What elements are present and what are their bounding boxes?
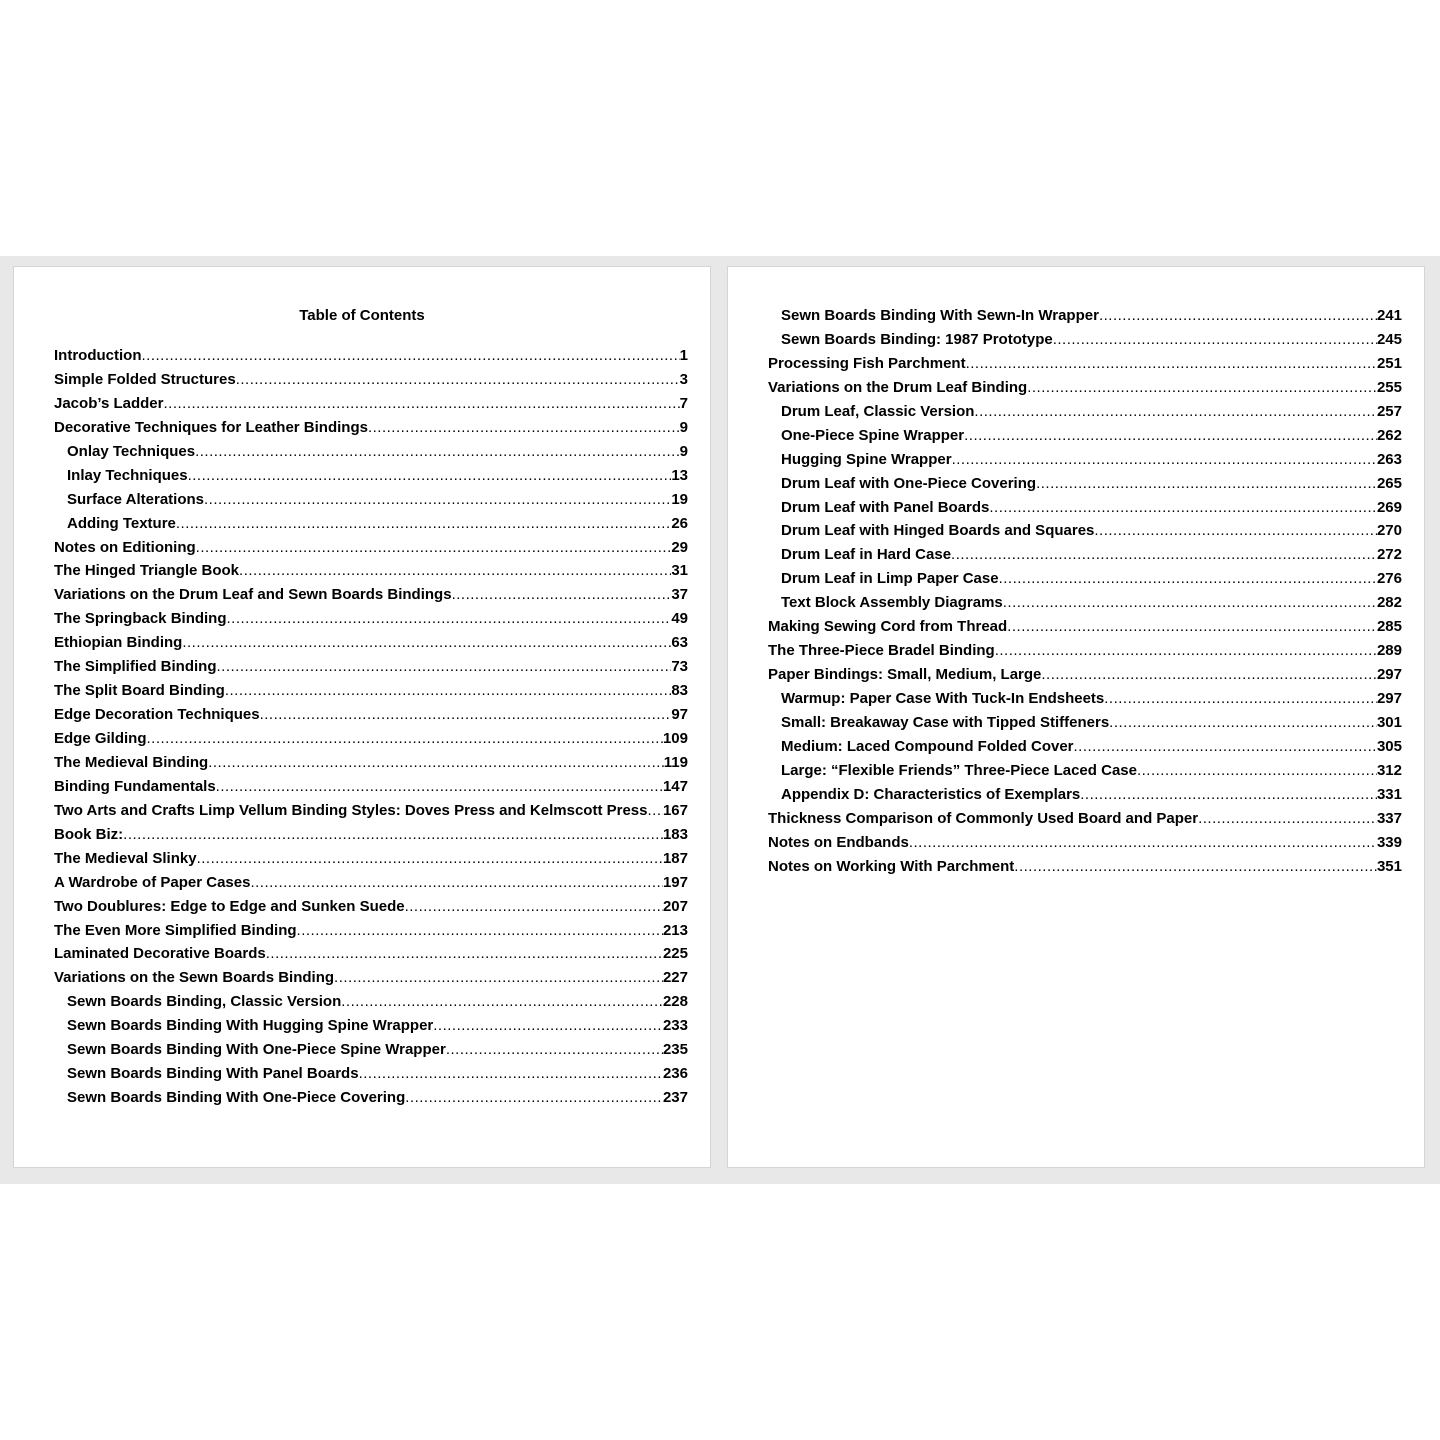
toc-entry-title: Sewn Boards Binding: 1987 Prototype (781, 330, 1053, 348)
toc-entry (54, 658, 688, 682)
toc-entry-page-number: 227 (662, 969, 688, 987)
toc-entry-title: Two Arts and Crafts Limp Vellum Binding Styles: Doves Press and Kelmscott Press (54, 801, 648, 819)
toc-entry-title: Sewn Boards Binding With Hugging Spine Wrapper (67, 1017, 434, 1035)
toc-entry-title: Sewn Boards Binding With One-Piece Spine Wrapper (67, 1041, 446, 1059)
dot-leader (1027, 379, 1377, 397)
toc-entry (54, 1041, 688, 1065)
toc-entry-page-number: 29 (671, 538, 688, 556)
dot-leader (1109, 714, 1377, 732)
toc-entry-title: Sewn Boards Binding With Panel Boards (67, 1065, 359, 1083)
toc-entry (768, 499, 1402, 523)
toc-entry (768, 522, 1402, 546)
toc-entry-page-number: 297 (1376, 690, 1402, 707)
toc-entry (54, 802, 688, 826)
toc-entry-page-number: 9 (679, 418, 688, 436)
toc-entry-title: Drum Leaf, Classic Version (781, 402, 975, 420)
toc-entry-page-number: 7 (679, 394, 688, 412)
toc-entry-title: Two Doublures: Edge to Edge and Sunken Suede (54, 897, 405, 915)
toc-entry-title: Thickness Comparison of Commonly Used Board and Paper (768, 809, 1199, 827)
toc-entry-page-number: 337 (1376, 809, 1402, 827)
toc-entry-title: Sewn Boards Binding With One-Piece Covering (67, 1089, 406, 1107)
toc-entry-page-number: 282 (1376, 594, 1402, 612)
toc-entry-page-number: 305 (1376, 737, 1402, 755)
dot-leader (368, 419, 680, 437)
toc-entry (54, 610, 688, 634)
dot-leader (196, 539, 672, 557)
toc-entry-page-number: 265 (1376, 474, 1402, 492)
dot-leader (217, 658, 672, 676)
toc-entry-title: Inlay Techniques (67, 466, 188, 484)
toc-entry-title: Binding Fundamentals (54, 777, 216, 795)
toc-entry-page-number: 269 (1376, 498, 1402, 516)
dot-leader (1074, 738, 1377, 756)
toc-entry (768, 666, 1402, 690)
toc-entry-title: Drum Leaf with One-Piece Covering (781, 474, 1037, 492)
toc-entry (54, 586, 688, 610)
toc-entry-page-number: 289 (1376, 642, 1402, 660)
toc-entry-page-number: 241 (1376, 307, 1402, 324)
toc-entry-page-number: 83 (671, 682, 688, 700)
toc-entry-title: Variations on the Drum Leaf Binding (768, 378, 1028, 396)
toc-entry (54, 778, 688, 802)
toc-entry-title: Simple Folded Structures (54, 370, 236, 388)
toc-entry-page-number: 119 (663, 753, 688, 771)
toc-entry-title: Notes on Working With Parchment (768, 857, 1015, 875)
toc-entry (768, 594, 1402, 618)
dot-leader (446, 1041, 663, 1059)
toc-entry (54, 562, 688, 586)
toc-entry (54, 443, 688, 467)
toc-entry (54, 993, 688, 1017)
toc-entry-page-number: 297 (1376, 666, 1402, 684)
dot-leader (909, 834, 1377, 852)
toc-entry-page-number: 147 (662, 777, 688, 795)
dot-leader (452, 586, 672, 604)
toc-entry-title: Sewn Boards Binding, Classic Version (67, 993, 342, 1011)
toc-entry-title: One-Piece Spine Wrapper (781, 426, 965, 444)
toc-entry-title: Adding Texture (67, 514, 176, 532)
toc-entry-page-number: 19 (671, 490, 688, 508)
toc-entry (54, 826, 688, 850)
toc-entry (768, 762, 1402, 786)
toc-entry (54, 874, 688, 898)
dot-leader (334, 969, 663, 987)
toc-entry (768, 355, 1402, 379)
toc-entry-page-number: 236 (662, 1065, 688, 1083)
toc-entry (54, 730, 688, 754)
dot-leader (195, 443, 680, 461)
toc-entry (54, 371, 688, 395)
toc-entry-title: Variations on the Sewn Boards Binding (54, 969, 335, 987)
toc-entry (768, 834, 1402, 858)
toc-entry-title: The Three-Piece Bradel Binding (768, 642, 995, 660)
table-of-contents-list (768, 307, 1402, 882)
toc-entry (54, 491, 688, 515)
dot-leader (260, 706, 672, 724)
toc-entry-page-number: 237 (662, 1089, 688, 1107)
dot-leader (188, 467, 672, 485)
toc-entry-title: The Medieval Binding (54, 753, 209, 771)
dot-leader (1036, 475, 1377, 493)
dot-leader (966, 355, 1377, 373)
dot-leader (405, 898, 663, 916)
toc-entry-page-number: 1 (679, 347, 688, 364)
toc-entry-page-number: 37 (671, 586, 688, 604)
toc-entry-title: Decorative Techniques for Leather Bindings (54, 418, 368, 436)
dot-leader (359, 1065, 663, 1083)
toc-entry-page-number: 233 (662, 1017, 688, 1035)
toc-entry (54, 1017, 688, 1041)
toc-entry-page-number: 13 (671, 466, 688, 484)
toc-entry-page-number: 351 (1376, 857, 1402, 875)
toc-entry (54, 467, 688, 491)
toc-entry-title: Medium: Laced Compound Folded Cover (781, 737, 1074, 755)
dot-leader (250, 874, 663, 892)
toc-entry (54, 1065, 688, 1089)
toc-entry-page-number: 276 (1376, 570, 1402, 588)
toc-entry-title: Appendix D: Characteristics of Exemplars (781, 785, 1081, 803)
toc-entry-title: Notes on Endbands (768, 833, 909, 851)
toc-entry-page-number: 97 (671, 706, 688, 724)
toc-entry-title: Surface Alterations (67, 490, 204, 508)
toc-entry-page-number: 270 (1376, 522, 1402, 540)
toc-entry-page-number: 213 (662, 921, 688, 939)
dot-leader (216, 778, 663, 796)
toc-entry-title: Text Block Assembly Diagrams (781, 594, 1003, 612)
toc-entry (768, 546, 1402, 570)
dot-leader (141, 347, 679, 365)
dot-leader (297, 922, 663, 940)
dot-leader (989, 499, 1377, 517)
dot-leader (227, 610, 672, 628)
document-page-right (727, 266, 1425, 1168)
toc-entry-title: The Even More Simplified Binding (54, 921, 297, 939)
dot-leader (197, 850, 663, 868)
toc-entry-page-number: 109 (662, 730, 688, 747)
toc-entry-title: Onlay Techniques (67, 442, 196, 460)
toc-entry-page-number: 331 (1376, 785, 1402, 803)
dot-leader (964, 427, 1377, 445)
dot-leader (1099, 307, 1377, 325)
dot-leader (239, 562, 671, 580)
toc-entry-title: The Simplified Binding (54, 658, 217, 676)
toc-entry (768, 379, 1402, 403)
toc-entry-page-number: 262 (1376, 426, 1402, 444)
toc-entry-page-number: 63 (671, 634, 688, 652)
toc-entry (768, 738, 1402, 762)
toc-entry (54, 754, 688, 778)
toc-entry (54, 850, 688, 874)
toc-entry-page-number: 207 (662, 897, 688, 915)
dot-leader (974, 403, 1377, 421)
toc-entry-title: Ethiopian Binding (54, 634, 183, 652)
toc-entry-title: Paper Bindings: Small, Medium, Large (768, 666, 1042, 684)
toc-entry-title: Drum Leaf in Limp Paper Case (781, 570, 999, 588)
toc-entry-title: The Springback Binding (54, 610, 227, 628)
toc-entry (54, 969, 688, 993)
dot-leader (182, 634, 671, 652)
toc-entry (768, 618, 1402, 642)
toc-entry (54, 898, 688, 922)
toc-entry-title: Edge Decoration Techniques (54, 706, 260, 724)
toc-entry-title: Laminated Decorative Boards (54, 945, 266, 963)
toc-entry (54, 419, 688, 443)
toc-entry-page-number: 49 (671, 610, 688, 628)
toc-entry-title: Small: Breakaway Case with Tipped Stiffeners (781, 713, 1110, 731)
toc-entry-page-number: 339 (1376, 833, 1402, 851)
toc-entry-page-number: 225 (662, 945, 688, 963)
dot-leader (1080, 786, 1377, 804)
toc-entry (768, 427, 1402, 451)
toc-entry (54, 395, 688, 419)
dot-leader (1104, 690, 1377, 708)
toc-entry-title: Hugging Spine Wrapper (781, 450, 952, 468)
toc-entry-page-number: 235 (662, 1041, 688, 1059)
toc-entry-page-number: 301 (1376, 713, 1402, 731)
toc-entry-page-number: 187 (662, 849, 688, 867)
toc-entry-page-number: 228 (662, 993, 688, 1011)
toc-entry-page-number: 312 (1376, 761, 1402, 779)
toc-entry (768, 786, 1402, 810)
dot-leader (147, 730, 663, 748)
toc-entry-title: The Split Board Binding (54, 682, 225, 700)
toc-entry-page-number: 197 (662, 873, 688, 891)
toc-entry (54, 706, 688, 730)
dot-leader (1137, 762, 1377, 780)
dot-leader (225, 682, 671, 700)
toc-entry (768, 690, 1402, 714)
toc-entry-title: Processing Fish Parchment (768, 354, 966, 372)
dot-leader (951, 546, 1377, 564)
toc-entry-title: Edge Gilding (54, 730, 147, 747)
dot-leader (1041, 666, 1377, 684)
dot-leader (176, 515, 671, 533)
toc-entry-title: Book Biz: (54, 825, 124, 843)
toc-entry-page-number: 257 (1376, 402, 1402, 420)
toc-entry-page-number: 285 (1376, 618, 1402, 636)
toc-entry (768, 451, 1402, 475)
dot-leader (995, 642, 1377, 660)
toc-entry-title: Introduction (54, 347, 142, 364)
dot-leader (1014, 858, 1377, 876)
toc-entry-page-number: 255 (1376, 378, 1402, 396)
toc-entry-page-number: 31 (671, 562, 688, 580)
toc-entry-page-number: 167 (662, 801, 688, 819)
toc-entry (768, 331, 1402, 355)
toc-entry (768, 403, 1402, 427)
dot-leader (952, 451, 1377, 469)
dot-leader (341, 993, 663, 1011)
dot-leader (163, 395, 679, 413)
toc-entry (54, 945, 688, 969)
toc-entry-title: Variations on the Drum Leaf and Sewn Boards Bindings (54, 586, 452, 604)
dot-leader (208, 754, 664, 772)
toc-entry-title: Jacob’s Ladder (54, 394, 164, 412)
toc-entry-title: Making Sewing Cord from Thread (768, 618, 1008, 636)
document-page-left (13, 266, 711, 1168)
toc-entry-page-number: 3 (679, 370, 688, 388)
toc-entry-page-number: 251 (1376, 354, 1402, 372)
dot-leader (648, 802, 663, 820)
toc-entry (54, 1089, 688, 1113)
toc-entry-title: Drum Leaf in Hard Case (781, 546, 952, 564)
toc-entry (768, 307, 1402, 331)
dot-leader (405, 1089, 663, 1107)
toc-entry (768, 475, 1402, 499)
toc-entry-title: Warmup: Paper Case With Tuck-In Endsheets (781, 690, 1105, 707)
dot-leader (266, 945, 663, 963)
toc-entry-page-number: 263 (1376, 450, 1402, 468)
toc-entry (54, 539, 688, 563)
toc-entry-page-number: 26 (671, 514, 688, 532)
toc-entry-page-number: 73 (671, 658, 688, 676)
dot-leader (1053, 331, 1377, 349)
table-of-contents-list (54, 347, 688, 1113)
toc-entry-page-number: 9 (679, 442, 688, 460)
toc-entry-page-number: 272 (1376, 546, 1402, 564)
dot-leader (236, 371, 680, 389)
dot-leader (1094, 522, 1377, 540)
toc-entry-title: The Hinged Triangle Book (54, 562, 240, 580)
toc-entry-title: Notes on Editioning (54, 538, 196, 556)
toc-entry-title: Drum Leaf with Panel Boards (781, 498, 990, 516)
toc-entry (768, 858, 1402, 882)
toc-entry-page-number: 183 (662, 825, 688, 843)
toc-entry-title: The Medieval Slinky (54, 849, 197, 867)
dot-leader (999, 570, 1377, 588)
toc-entry (54, 347, 688, 371)
toc-entry (54, 682, 688, 706)
toc-entry (768, 810, 1402, 834)
page-title: Table of Contents (299, 307, 425, 324)
toc-entry (768, 642, 1402, 666)
dot-leader (123, 826, 663, 844)
toc-entry (54, 922, 688, 946)
dot-leader (433, 1017, 663, 1035)
dot-leader (204, 491, 671, 509)
toc-entry (768, 570, 1402, 594)
toc-entry-title: Large: “Flexible Friends” Three-Piece Laced Case (781, 761, 1137, 779)
dot-leader (1003, 594, 1377, 612)
toc-entry-title: A Wardrobe of Paper Cases (54, 873, 251, 891)
toc-entry (54, 634, 688, 658)
toc-entry (54, 515, 688, 539)
toc-entry-page-number: 245 (1376, 330, 1402, 348)
dot-leader (1198, 810, 1377, 828)
toc-entry-title: Drum Leaf with Hinged Boards and Squares (781, 522, 1095, 540)
toc-entry (768, 714, 1402, 738)
toc-entry-title: Sewn Boards Binding With Sewn-In Wrapper (781, 307, 1099, 324)
dot-leader (1007, 618, 1377, 636)
